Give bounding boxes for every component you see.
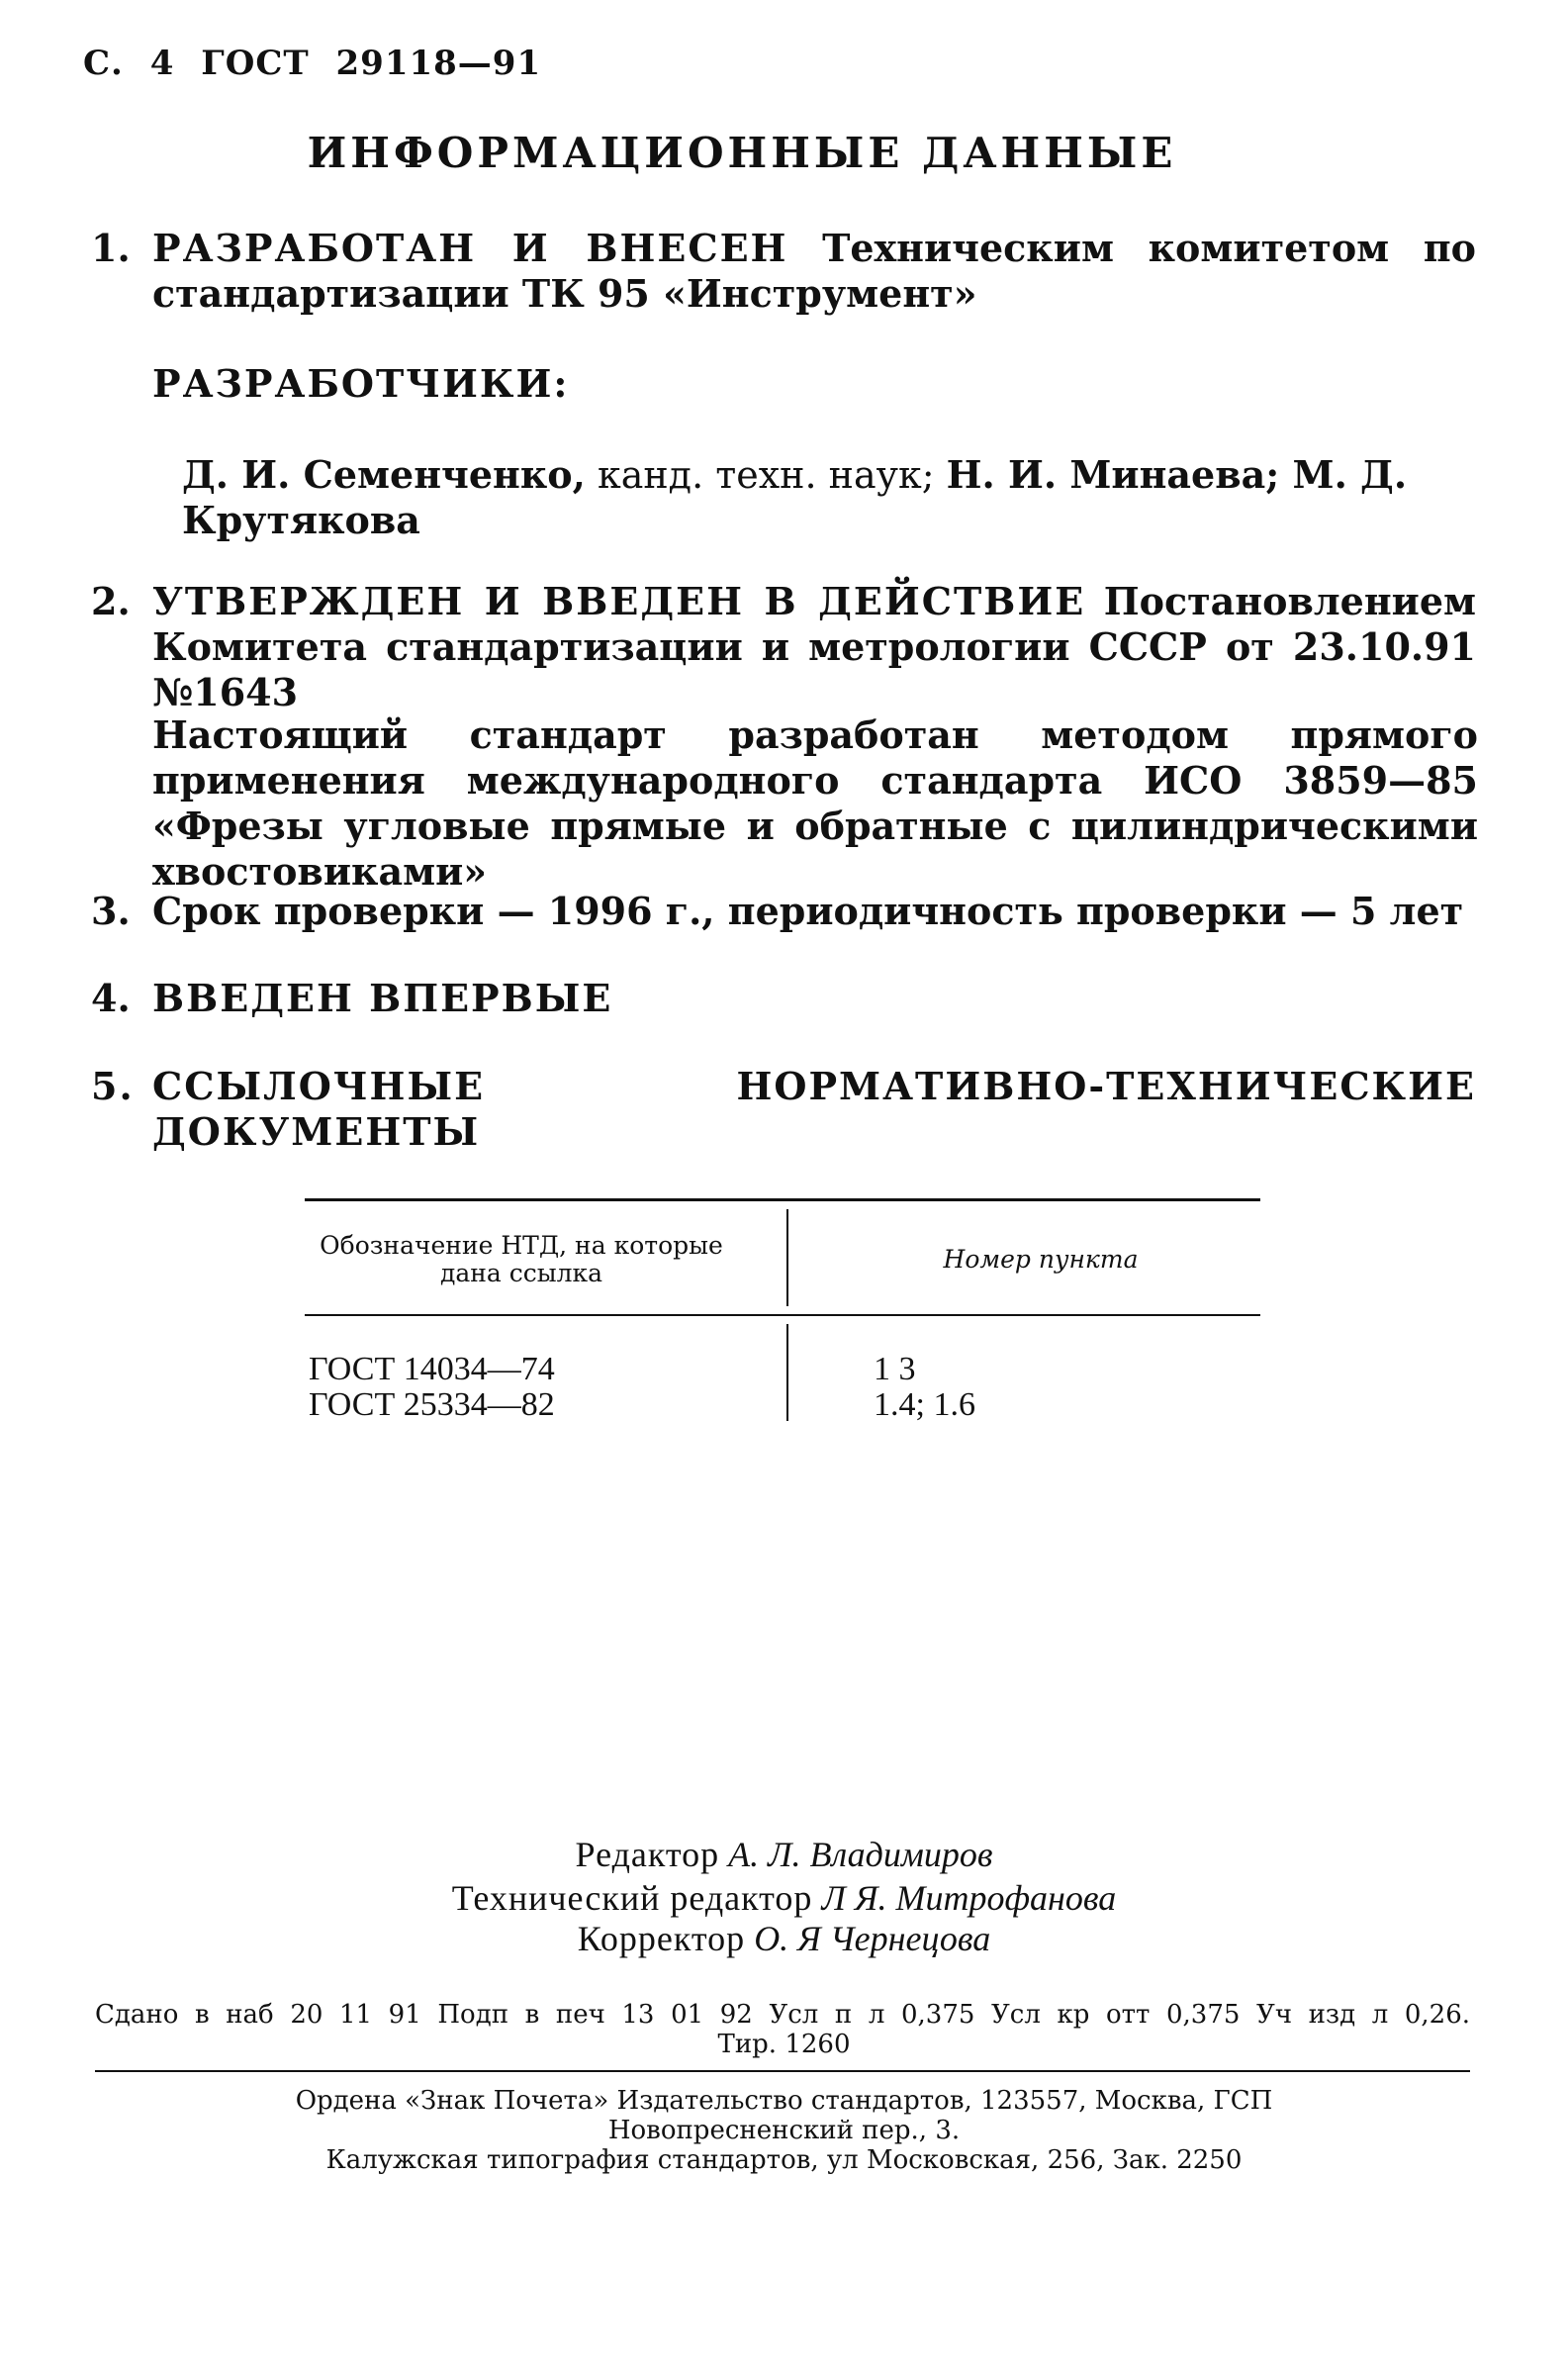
table-row-1-clause: 1 3 xyxy=(874,1351,916,1387)
table-row-1-doc: ГОСТ 14034—74 xyxy=(309,1351,555,1387)
item-4-number: 4. xyxy=(91,976,131,1020)
item-1-lead: РАЗРАБОТАН И ВНЕСЕН xyxy=(152,226,788,270)
table-body-divider xyxy=(786,1324,788,1421)
tech-editor-name: Л Я. Митрофанова xyxy=(821,1878,1117,1918)
item-5-number: 5. xyxy=(91,1064,135,1108)
item-1 xyxy=(91,226,1476,317)
item-4 xyxy=(91,976,1476,1021)
item-2 xyxy=(91,579,1476,715)
item-1-number: 1. xyxy=(91,226,131,270)
developer-name-1: Д. И. Семенченко, xyxy=(182,452,586,497)
page-title: ИНФОРМАЦИОННЫЕ ДАННЫЕ xyxy=(307,129,1177,177)
circulation: Тир. 1260 xyxy=(717,2030,851,2059)
editor-name: А. Л. Владимиров xyxy=(728,1835,993,1874)
developers-heading: РАЗРАБОТЧИКИ: xyxy=(152,361,570,406)
table-row-2-doc: ГОСТ 25334—82 xyxy=(309,1386,555,1423)
item-2-number: 2. xyxy=(91,579,131,623)
footer-line-1: Ордена «Знак Почета» Издательство стандартов, 123557, Москва, ГСП xyxy=(295,2086,1273,2116)
table-header-divider xyxy=(786,1209,788,1306)
corrector-name: О. Я Чернецова xyxy=(754,1919,991,1958)
table-top-rule xyxy=(305,1198,1260,1201)
item-3 xyxy=(91,889,1476,934)
tech-editor-role: Технический редактор xyxy=(451,1878,813,1918)
footer-line-2: Новопресненский пер., 3. xyxy=(607,2116,961,2145)
table-header-rule xyxy=(305,1314,1260,1316)
item-2-text: Постановлением Комитета стандартизации и метрологии СССР от 23.10.91 №1643 xyxy=(152,579,1477,714)
standard-note: Настоящий стандарт разработан методом прямого применения международного стандарта ИСО 3859—85 «Фрезы угловые прямые и обратные с цилиндрическими хвостовиками» xyxy=(152,712,1478,894)
credits-corrector xyxy=(0,1917,1568,1960)
editor-role: Редактор xyxy=(575,1835,720,1874)
imprint-line: Сдано в наб 20 11 91 Подп в печ 13 01 92 Усл п л 0,375 Усл кр отт 0,375 Уч изд л 0,26. xyxy=(95,2000,1470,2030)
footer-line-3: Калужская типография стандартов, ул Московская, 256, Зак. 2250 xyxy=(325,2145,1243,2175)
developer-name-3: М. Д. Крутякова xyxy=(182,452,1408,542)
page-header: С. 4 ГОСТ 29118—91 xyxy=(83,44,542,83)
item-5 xyxy=(91,1064,1476,1155)
item-2-lead: УТВЕРЖДЕН И ВВЕДЕН В ДЕЙСТВИЕ xyxy=(152,579,1086,623)
developer-degree: канд. техн. наук; xyxy=(585,453,947,497)
item-1-text: Техническим комитетом по стандартизации ТК 95 «Инструмент» xyxy=(152,226,1476,316)
item-4-text: ВВЕДЕН ВПЕРВЫЕ xyxy=(152,976,613,1020)
developer-name-2: Н. И. Минаева; xyxy=(946,452,1280,497)
table-col-clause-header: Номер пункта xyxy=(943,1245,1139,1274)
table-row-2-clause: 1.4; 1.6 xyxy=(874,1386,975,1423)
credits-tech-editor xyxy=(0,1876,1568,1920)
footer-rule xyxy=(95,2070,1470,2072)
developers-heading-row xyxy=(91,361,1476,407)
developers-list xyxy=(182,452,1478,543)
item-5-text: ССЫЛОЧНЫЕ НОРМАТИВНО-ТЕХНИЧЕСКИЕ ДОКУМЕНТЫ xyxy=(152,1064,1476,1154)
credits-editor xyxy=(0,1833,1568,1876)
item-3-text: Срок проверки — 1996 г., периодичность проверки — 5 лет xyxy=(152,889,1464,933)
corrector-role: Корректор xyxy=(577,1919,746,1958)
item-3-number: 3. xyxy=(91,889,131,933)
table-col-doc-header: Обозначение НТД, на которые дана ссылка xyxy=(320,1231,723,1287)
